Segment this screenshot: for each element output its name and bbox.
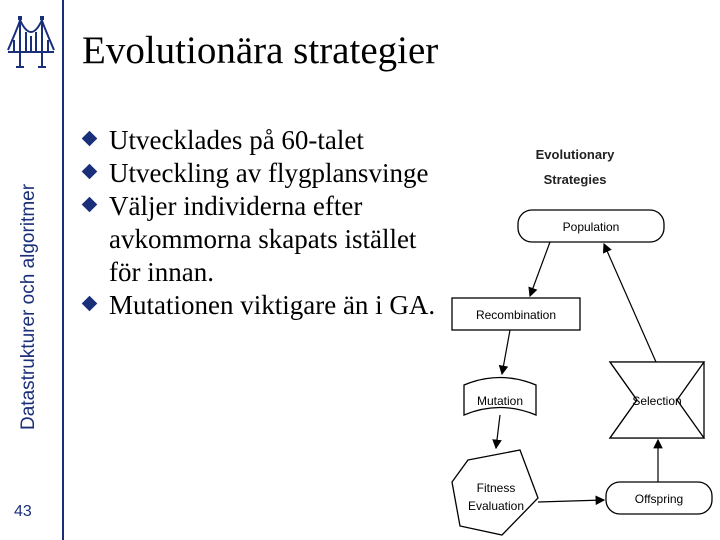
offspring-label: Offspring [634,492,684,506]
sidebar-divider [62,0,64,540]
diamond-bullet-icon [82,197,98,213]
bridge-logo-icon [6,12,56,74]
page-number: 43 [14,503,32,520]
diagram-heading-line2: Strategies [543,172,607,187]
bullet-item [82,289,439,322]
arrow-mutation-fitness [496,415,500,448]
bullet-item [82,190,439,289]
recombination-label: Recombination [475,308,557,322]
sidebar [0,0,64,540]
course-title-vertical: Datastrukturer och algoritmer [18,183,39,430]
mutation-label: Mutation [476,394,524,408]
slide-title: Evolutionära strategier [82,29,439,72]
evolutionary-strategies-diagram [430,130,720,540]
selection-label: Selection [632,394,682,408]
bullet-text: Väljer individerna efter avkommorna skapats istället för innan. [109,191,417,287]
bullet-text: Mutationen viktigare än i GA. [109,290,436,320]
arrow-fitness-offspring [538,500,604,502]
fitness-label-line1: Fitness [476,481,516,495]
arrow-population-recombination [530,242,550,296]
population-label: Population [562,220,620,234]
arrow-selection-population [604,244,656,362]
fitness-label-line2: Evaluation [467,499,525,513]
diagram-heading-line1: Evolutionary [535,147,615,162]
diamond-bullet-icon [82,131,98,147]
bullet-text: Utveckling av flygplansvinge [109,158,429,188]
diamond-bullet-icon [82,164,98,180]
arrow-recombination-mutation [502,330,510,374]
diamond-bullet-icon [82,296,98,312]
bullet-text: Utvecklades på 60-talet [109,125,364,155]
